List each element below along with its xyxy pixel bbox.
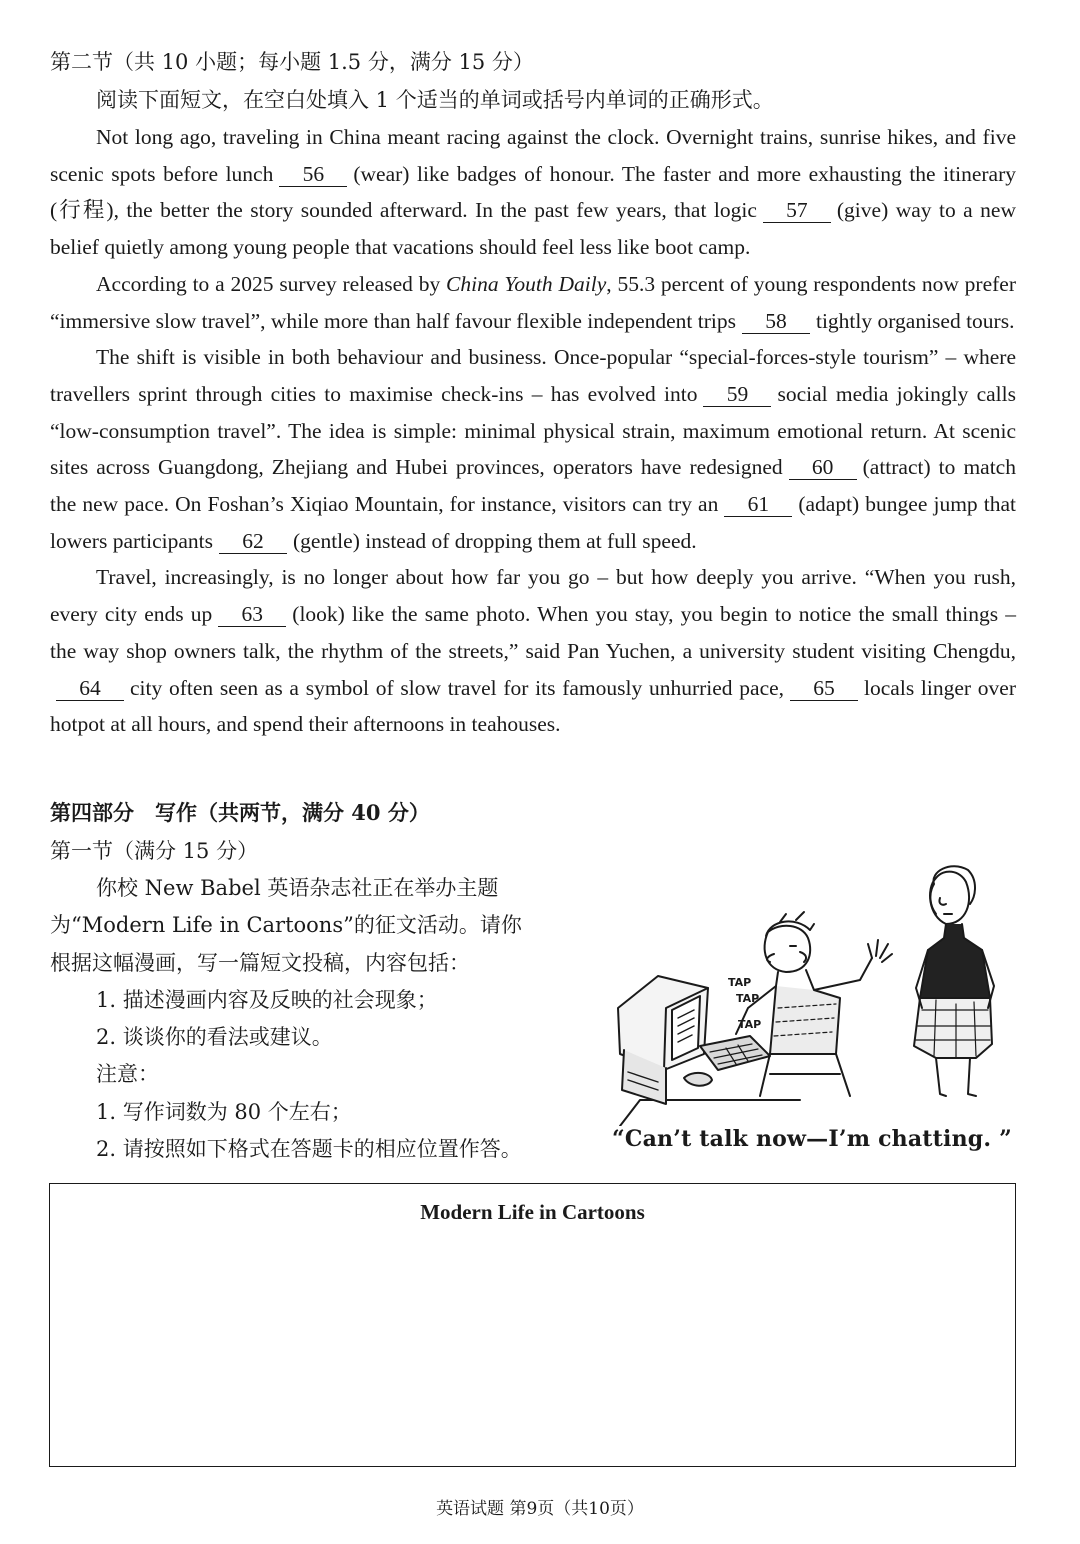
note-item-2: 2. 请按照如下格式在答题卡的相应位置作答。 xyxy=(96,1137,522,1162)
blank-60: 60 xyxy=(789,455,857,480)
blank-59: 59 xyxy=(703,382,771,407)
section2-heading: 第二节（共 10 小题；每小题 1.5 分，满分 15 分） xyxy=(50,50,534,74)
writing-prompt xyxy=(50,870,530,1168)
passage-text: (look) like the same photo. When you stay, you begin to notice the small things – the way shop owners talk, the rhythm of the streets,” said Pan Yuchen, a university student visiting Chengdu, xyxy=(50,602,1016,663)
passage-text: According to a 2025 survey released by xyxy=(96,271,441,296)
blank-63: 63 xyxy=(218,602,286,627)
sound-effect-tap-3: TAP xyxy=(738,1018,762,1031)
page-footer: 英语试题 第9页（共10页） xyxy=(436,1499,644,1519)
passage-text: Travel, increasingly, is no longer about how far you go – but how deeply you arrive. “When you rush, every city ends up xyxy=(50,565,1016,627)
blank-56: 56 xyxy=(279,162,347,187)
cartoon-illustration xyxy=(600,858,1010,1126)
part4-heading: 第四部分 写作（共两节，满分 40 分） xyxy=(50,800,430,825)
note-label: 注意： xyxy=(96,1062,159,1087)
passage-text: (adapt) bungee jump that lowers participants xyxy=(50,492,1017,553)
passage-text: , 55.3 percent of young respondents now prefer “immersive slow travel”, while more than half favour flexible independent trips xyxy=(50,271,1016,333)
sound-effect-tap-2: TAP xyxy=(736,992,760,1005)
passage-text: social media jokingly calls “low-consumption travel”. The idea is simple: minimal physical strain, maximum emotional return. At scenic sites across Guangdong, Zhejiang and Hubei provinces, operators have redesigned xyxy=(50,381,1016,480)
prompt-item-1: 1. 描述漫画内容及反映的社会现象； xyxy=(96,987,438,1012)
passage-paragraph-4 xyxy=(50,559,1016,743)
answer-box[interactable] xyxy=(49,1183,1016,1467)
part4-section1-heading: 第一节（满分 15 分） xyxy=(50,839,259,863)
passage-paragraph-3 xyxy=(50,339,1016,559)
newspaper-name: China Youth Daily xyxy=(446,271,607,296)
woman-head xyxy=(930,872,969,924)
passage-text: Not long ago, traveling in China meant racing against the clock. Overnight trains, sunrise hikes, and five scenic spots before lunch xyxy=(50,125,1016,186)
blank-58: 58 xyxy=(742,309,810,334)
blank-57: 57 xyxy=(763,198,831,223)
man-head xyxy=(765,926,811,972)
desk-edge xyxy=(620,1100,800,1126)
answer-title: Modern Life in Cartoons xyxy=(420,1200,645,1224)
passage-text: (wear) like badges of honour. The faster and more exhausting the itinerary (行程), the better the story sounded afterward. In the past few years, that logic xyxy=(50,161,1016,223)
woman-skirt xyxy=(914,998,992,1058)
passage-text: tightly organised tours. xyxy=(815,308,1015,333)
prompt-text: 你校 New Babel 英语杂志社正在举办主题为“Modern Life in Cartoons”的征文活动。请你根据这幅漫画，写一篇短文投稿，内容包括： xyxy=(50,876,522,975)
passage-text: city often seen as a symbol of slow travel for its famously unhurried pace, xyxy=(130,675,785,700)
passage-paragraph-1 xyxy=(50,119,1016,266)
cloze-passage xyxy=(50,119,1016,743)
passage-text: (attract) to match the new pace. On Foshan’s Xiqiao Mountain, for instance, visitors can try an xyxy=(50,455,1016,517)
blank-61: 61 xyxy=(724,492,792,517)
cartoon-caption: “Can’t talk now—I’m chatting. ” xyxy=(612,1126,1012,1152)
passage-paragraph-2 xyxy=(50,266,1016,339)
sound-effect-tap-1: TAP xyxy=(728,976,752,989)
note-item-1: 1. 写作词数为 80 个左右； xyxy=(96,1099,352,1124)
passage-text: The shift is visible in both behaviour and business. Once-popular “special-forces-style tourism” – where travellers sprint through cities to maximise check-ins – has evolved into xyxy=(50,345,1016,406)
prompt-item-2: 2. 谈谈你的看法或建议。 xyxy=(96,1025,333,1050)
woman-dress xyxy=(920,924,990,1008)
passage-text: (give) way to a new belief quietly among young people that vacations should feel less like boot camp. xyxy=(50,198,1016,260)
blank-65: 65 xyxy=(790,676,858,701)
section2-instruction: 阅读下面短文，在空白处填入 1 个适当的单词或括号内单词的正确形式。 xyxy=(96,88,774,112)
passage-text: (gentle) instead of dropping them at full speed. xyxy=(293,528,697,553)
blank-64: 64 xyxy=(56,676,124,701)
blank-62: 62 xyxy=(219,529,287,554)
keyboard xyxy=(700,1036,770,1070)
passage-text: locals linger over hotpot at all hours, and spend their afternoons in teahouses. xyxy=(50,675,1016,737)
